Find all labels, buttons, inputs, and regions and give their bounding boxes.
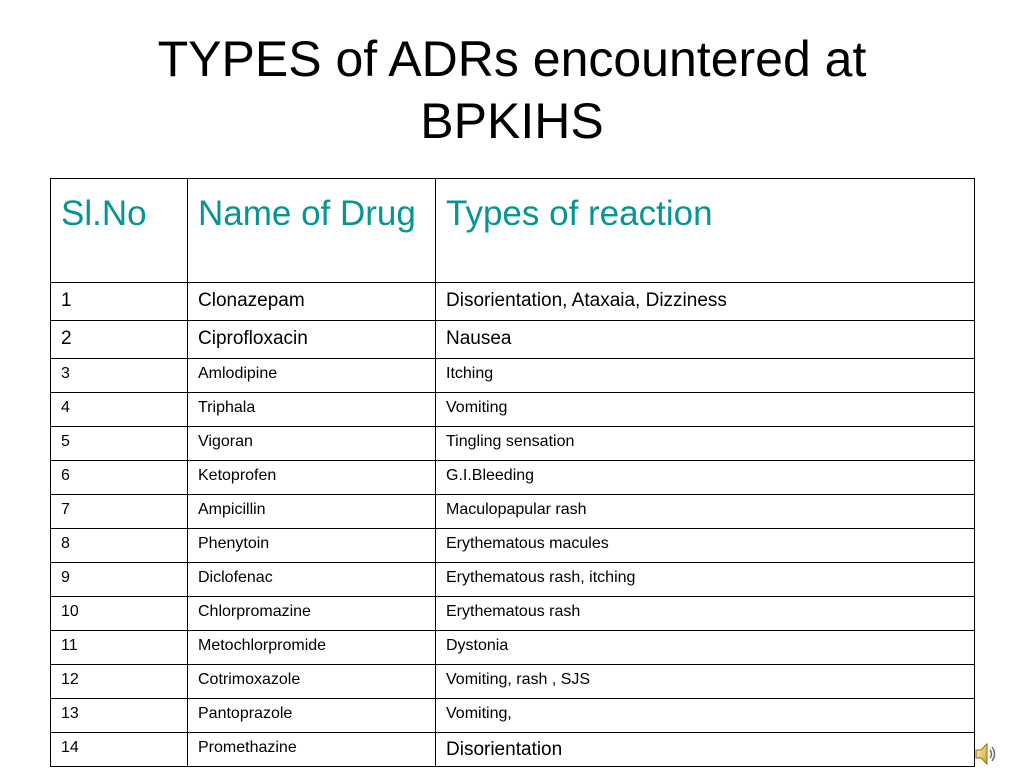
cell-drug-name: Ampicillin	[188, 495, 436, 529]
cell-drug-name: Cotrimoxazole	[188, 665, 436, 699]
cell-drug-name: Metochlorpromide	[188, 631, 436, 665]
table-row	[51, 597, 975, 631]
table-row	[51, 563, 975, 597]
cell-reaction: Itching	[436, 359, 975, 393]
slide-title	[0, 28, 1024, 152]
cell-drug-name: Chlorpromazine	[188, 597, 436, 631]
table-row	[51, 461, 975, 495]
cell-drug-name: Amlodipine	[188, 359, 436, 393]
cell-drug-name: Triphala	[188, 393, 436, 427]
cell-sl-no: 7	[51, 495, 188, 529]
cell-reaction: Dystonia	[436, 631, 975, 665]
table-header-row	[51, 179, 975, 283]
cell-reaction: Disorientation, Ataxaia, Dizziness	[436, 283, 975, 321]
cell-sl-no: 14	[51, 733, 188, 767]
slide-title-line-2: BPKIHS	[420, 93, 604, 149]
cell-reaction: Nausea	[436, 321, 975, 359]
cell-reaction: Vomiting,	[436, 699, 975, 733]
table-row	[51, 665, 975, 699]
cell-drug-name: Clonazepam	[188, 283, 436, 321]
cell-drug-name: Phenytoin	[188, 529, 436, 563]
slide-title-line-1: TYPES of ADRs encountered at	[157, 31, 867, 87]
table-row	[51, 495, 975, 529]
table-row	[51, 283, 975, 321]
table-row	[51, 393, 975, 427]
cell-drug-name: Promethazine	[188, 733, 436, 767]
header-sl-no: Sl.No	[51, 179, 188, 283]
cell-reaction: Vomiting	[436, 393, 975, 427]
cell-drug-name: Diclofenac	[188, 563, 436, 597]
cell-sl-no: 13	[51, 699, 188, 733]
cell-reaction: G.I.Bleeding	[436, 461, 975, 495]
cell-sl-no: 12	[51, 665, 188, 699]
table-row	[51, 529, 975, 563]
header-drug-name: Name of Drug	[188, 179, 436, 283]
cell-sl-no: 10	[51, 597, 188, 631]
table-row	[51, 631, 975, 665]
table-row	[51, 321, 975, 359]
cell-sl-no: 4	[51, 393, 188, 427]
cell-reaction: Vomiting, rash , SJS	[436, 665, 975, 699]
cell-reaction: Maculopapular rash	[436, 495, 975, 529]
cell-reaction: Erythematous rash	[436, 597, 975, 631]
table-row	[51, 733, 975, 767]
cell-reaction: Erythematous rash, itching	[436, 563, 975, 597]
cell-drug-name: Pantoprazole	[188, 699, 436, 733]
cell-sl-no: 1	[51, 283, 188, 321]
cell-reaction: Erythematous macules	[436, 529, 975, 563]
cell-drug-name: Ketoprofen	[188, 461, 436, 495]
header-reaction-type: Types of reaction	[436, 179, 975, 283]
cell-sl-no: 3	[51, 359, 188, 393]
cell-sl-no: 6	[51, 461, 188, 495]
adr-table	[50, 178, 975, 767]
cell-sl-no: 9	[51, 563, 188, 597]
cell-drug-name: Ciprofloxacin	[188, 321, 436, 359]
table-row	[51, 699, 975, 733]
speaker-icon[interactable]	[972, 740, 1000, 768]
cell-sl-no: 8	[51, 529, 188, 563]
cell-sl-no: 5	[51, 427, 188, 461]
cell-reaction: Tingling sensation	[436, 427, 975, 461]
cell-sl-no: 11	[51, 631, 188, 665]
cell-drug-name: Vigoran	[188, 427, 436, 461]
cell-reaction: Disorientation	[436, 733, 975, 767]
table-row	[51, 427, 975, 461]
cell-sl-no: 2	[51, 321, 188, 359]
table-row	[51, 359, 975, 393]
